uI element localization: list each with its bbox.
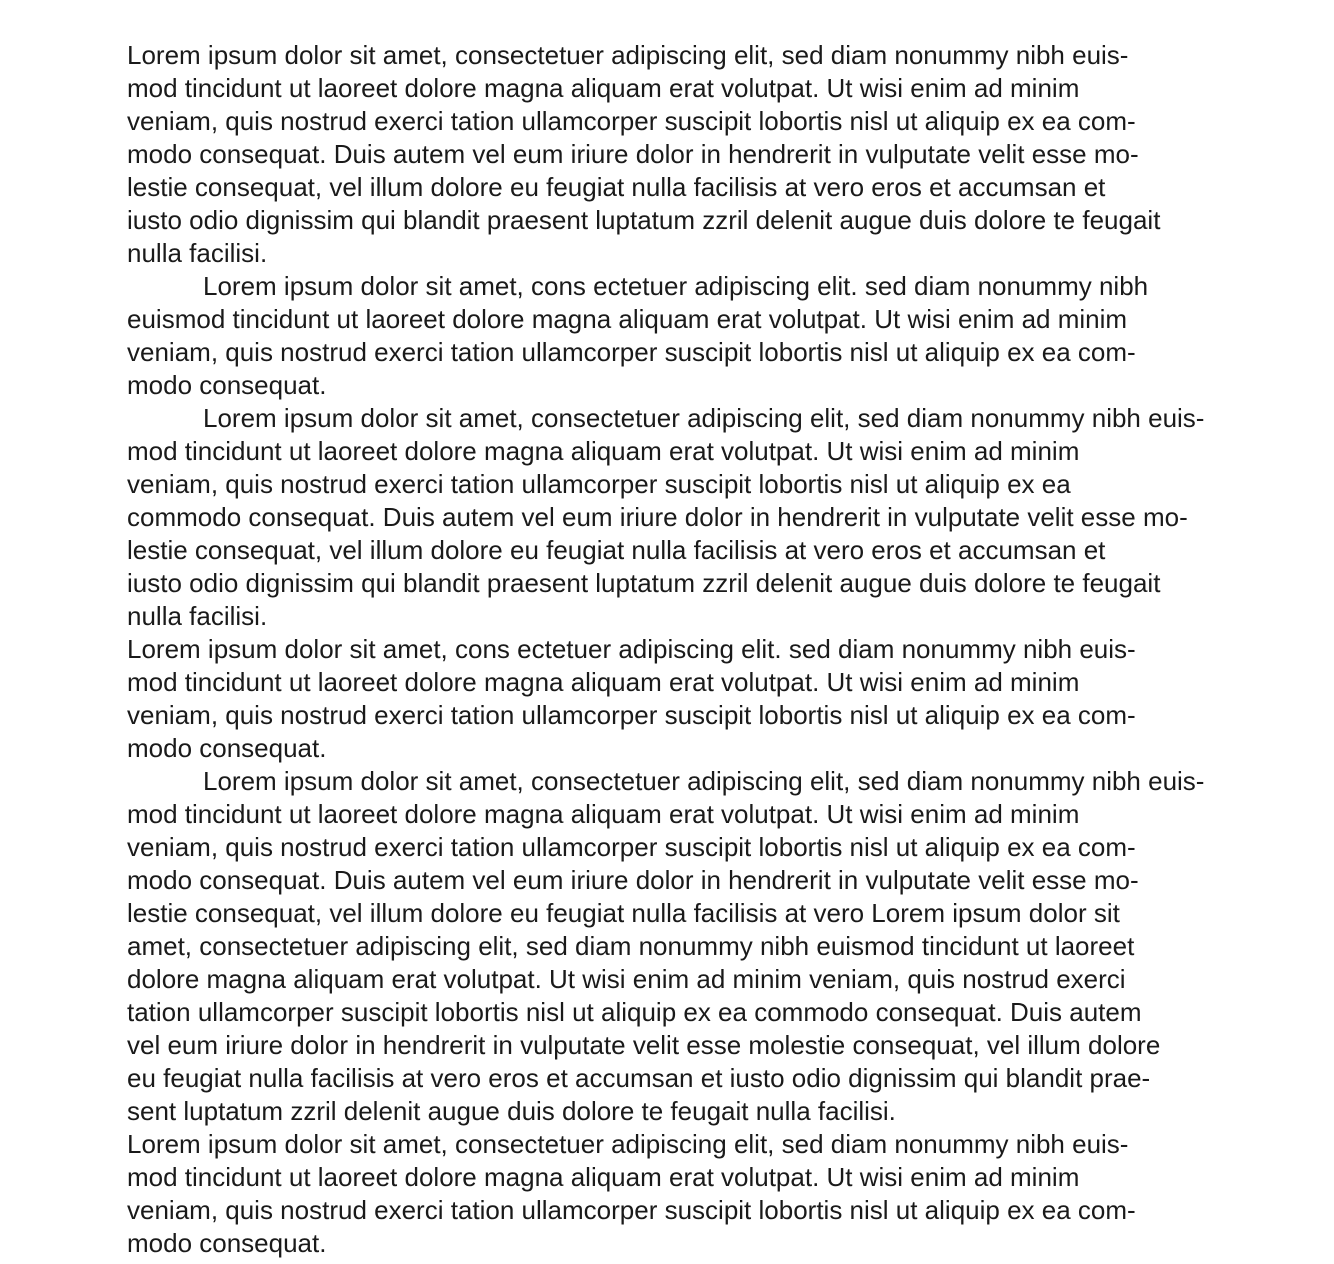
text-line: Lorem ipsum dolor sit amet, cons ectetuer adipiscing elit. sed diam nonummy nibh — [203, 271, 1149, 301]
text-line: vel eum iriure dolor in hendrerit in vulputate velit esse molestie consequat, vel illum dolore — [127, 1030, 1161, 1060]
text-line: iusto odio dignissim qui blandit praesent luptatum zzril delenit augue duis dolore te feugait — [127, 205, 1161, 235]
text-line: veniam, quis nostrud exerci tation ullamcorper suscipit lobortis nisl ut aliquip ex ea — [127, 469, 1071, 499]
text-line: Lorem ipsum dolor sit amet, cons ectetuer adipiscing elit. sed diam nonummy nibh euis- — [127, 634, 1136, 664]
text-line: modo consequat. Duis autem vel eum iriure dolor in hendrerit in vulputate velit esse mo- — [127, 139, 1139, 169]
paragraph-2 — [127, 270, 1227, 402]
text-line: Lorem ipsum dolor sit amet, consectetuer adipiscing elit, sed diam nonummy nibh euis- — [203, 766, 1205, 796]
text-line: mod tincidunt ut laoreet dolore magna aliquam erat volutpat. Ut wisi enim ad minim — [127, 799, 1080, 829]
paragraph-3 — [127, 402, 1227, 633]
document-page — [127, 39, 1227, 1260]
text-line: modo consequat. Duis autem vel eum iriure dolor in hendrerit in vulputate velit esse mo- — [127, 865, 1139, 895]
text-line: sent luptatum zzril delenit augue duis dolore te feugait nulla facilisi. — [127, 1096, 896, 1126]
text-line: nulla facilisi. — [127, 601, 268, 631]
text-line: dolore magna aliquam erat volutpat. Ut wisi enim ad minim veniam, quis nostrud exerci — [127, 964, 1126, 994]
text-line: euismod tincidunt ut laoreet dolore magna aliquam erat volutpat. Ut wisi enim ad minim — [127, 304, 1128, 334]
text-line: Lorem ipsum dolor sit amet, consectetuer adipiscing elit, sed diam nonummy nibh euis- — [127, 40, 1129, 70]
text-line: lestie consequat, vel illum dolore eu feugiat nulla facilisis at vero eros et accumsan et — [127, 535, 1106, 565]
text-line: commodo consequat. Duis autem vel eum iriure dolor in hendrerit in vulputate velit esse mo- — [127, 502, 1188, 532]
paragraph-5 — [127, 765, 1227, 1128]
text-line: veniam, quis nostrud exerci tation ullamcorper suscipit lobortis nisl ut aliquip ex ea com- — [127, 832, 1136, 862]
text-line: mod tincidunt ut laoreet dolore magna aliquam erat volutpat. Ut wisi enim ad minim — [127, 436, 1080, 466]
paragraph-4 — [127, 633, 1227, 765]
text-line: mod tincidunt ut laoreet dolore magna aliquam erat volutpat. Ut wisi enim ad minim — [127, 73, 1080, 103]
text-line: modo consequat. — [127, 370, 327, 400]
paragraph-1 — [127, 39, 1227, 270]
text-line: lestie consequat, vel illum dolore eu feugiat nulla facilisis at vero eros et accumsan et — [127, 172, 1106, 202]
paragraph-6 — [127, 1128, 1227, 1260]
text-line: tation ullamcorper suscipit lobortis nisl ut aliquip ex ea commodo consequat. Duis autem — [127, 997, 1142, 1027]
text-line: lestie consequat, vel illum dolore eu feugiat nulla facilisis at vero Lorem ipsum dolor sit — [127, 898, 1120, 928]
text-line: mod tincidunt ut laoreet dolore magna aliquam erat volutpat. Ut wisi enim ad minim — [127, 1162, 1080, 1192]
text-line: veniam, quis nostrud exerci tation ullamcorper suscipit lobortis nisl ut aliquip ex ea com- — [127, 337, 1136, 367]
text-line: nulla facilisi. — [127, 238, 268, 268]
text-line: veniam, quis nostrud exerci tation ullamcorper suscipit lobortis nisl ut aliquip ex ea com- — [127, 1195, 1136, 1225]
text-line: veniam, quis nostrud exerci tation ullamcorper suscipit lobortis nisl ut aliquip ex ea com- — [127, 106, 1136, 136]
text-line: modo consequat. — [127, 733, 327, 763]
text-line: Lorem ipsum dolor sit amet, consectetuer adipiscing elit, sed diam nonummy nibh euis- — [203, 403, 1205, 433]
text-line: Lorem ipsum dolor sit amet, consectetuer adipiscing elit, sed diam nonummy nibh euis- — [127, 1129, 1129, 1159]
text-line: amet, consectetuer adipiscing elit, sed diam nonummy nibh euismod tincidunt ut laoreet — [127, 931, 1135, 961]
text-line: iusto odio dignissim qui blandit praesent luptatum zzril delenit augue duis dolore te feugait — [127, 568, 1161, 598]
text-line: modo consequat. — [127, 1228, 327, 1258]
text-line: veniam, quis nostrud exerci tation ullamcorper suscipit lobortis nisl ut aliquip ex ea com- — [127, 700, 1136, 730]
text-line: mod tincidunt ut laoreet dolore magna aliquam erat volutpat. Ut wisi enim ad minim — [127, 667, 1080, 697]
text-line: eu feugiat nulla facilisis at vero eros et accumsan et iusto odio dignissim qui blandit prae- — [127, 1063, 1151, 1093]
